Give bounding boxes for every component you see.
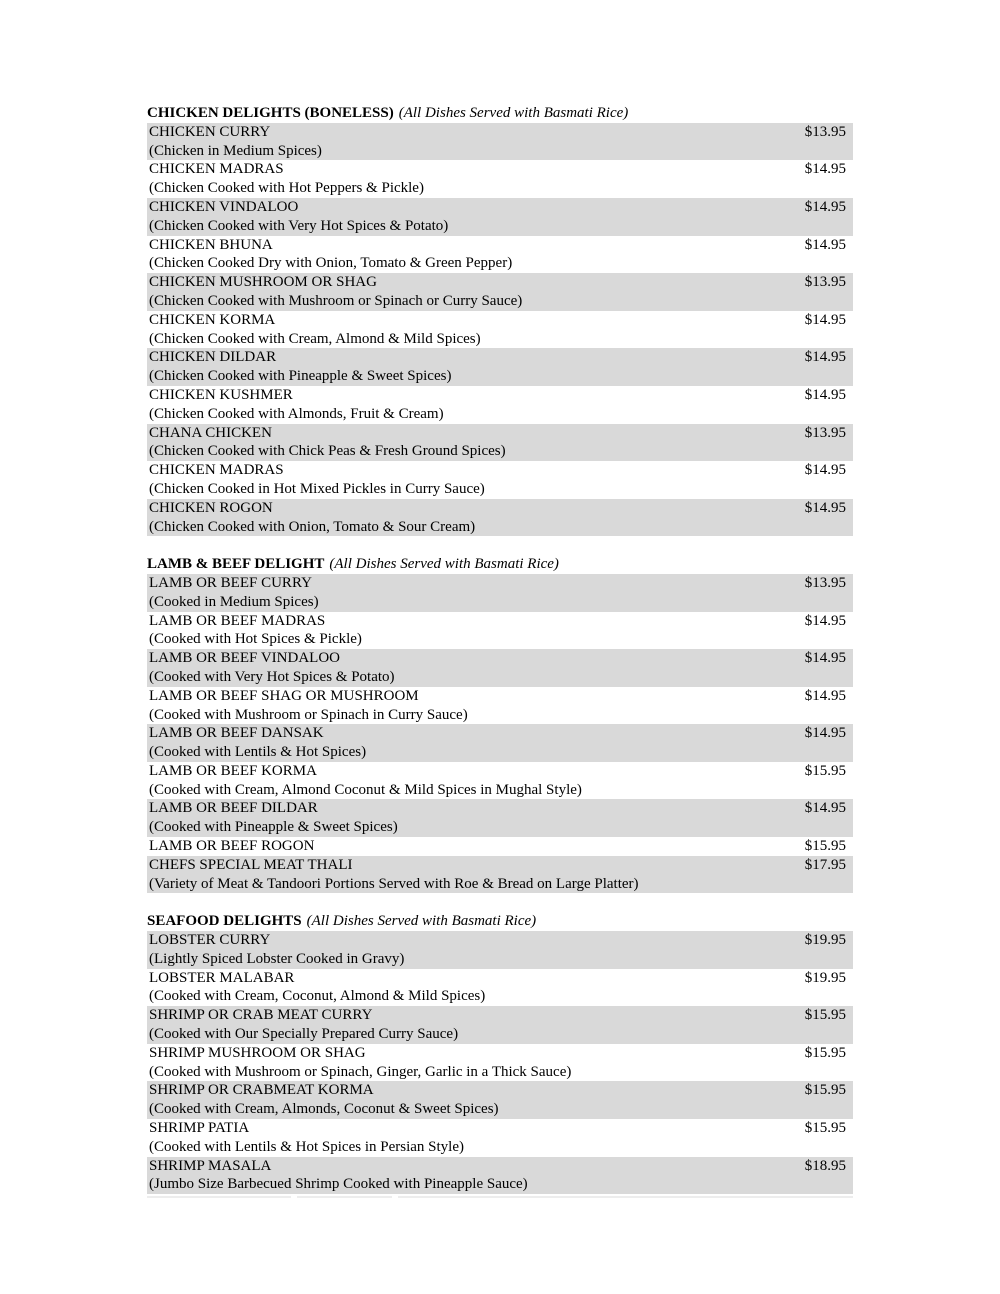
item-name: LAMB OR BEEF ROGON xyxy=(149,838,315,855)
item-description: (Chicken Cooked with Pineapple & Sweet Spices) xyxy=(149,368,452,385)
menu-sections xyxy=(147,104,853,1194)
item-description: (Chicken Cooked with Hot Peppers & Pickle) xyxy=(149,180,424,197)
item-name-price-line xyxy=(149,424,853,443)
item-name-price-line xyxy=(149,1081,853,1100)
item-name-price-line xyxy=(149,160,853,179)
item-name: SHRIMP OR CRABMEAT KORMA xyxy=(149,1082,374,1099)
item-name: CHICKEN CURRY xyxy=(149,123,271,140)
item-description: (Chicken Cooked Dry with Onion, Tomato & Green Pepper) xyxy=(149,255,513,272)
item-name-price-line xyxy=(149,236,853,255)
border-segment xyxy=(398,1196,853,1198)
item-price: $15.95 xyxy=(804,1082,846,1099)
item-name-price-line xyxy=(149,348,853,367)
item-description: (Cooked with Cream, Coconut, Almond & Mild Spices) xyxy=(149,988,486,1005)
item-price: $14.95 xyxy=(804,349,846,366)
item-name-price-line xyxy=(149,724,853,743)
item-name-price-line xyxy=(149,612,853,631)
menu-item-row xyxy=(147,724,853,762)
item-description: (Cooked with Lentils & Hot Spices in Persian Style) xyxy=(149,1138,464,1155)
item-name: CHICKEN BHUNA xyxy=(149,236,273,253)
menu-item-row xyxy=(147,1157,853,1195)
menu-item-row xyxy=(147,236,853,274)
menu-item-row xyxy=(147,123,853,161)
menu-page xyxy=(147,104,853,1198)
item-name: CHICKEN MADRAS xyxy=(149,161,284,178)
item-name-price-line xyxy=(149,649,853,668)
item-price: $15.95 xyxy=(804,1120,846,1137)
item-description: (Lightly Spiced Lobster Cooked in Gravy) xyxy=(149,950,405,967)
item-name-price-line xyxy=(149,461,853,480)
section-note: (All Dishes Served with Basmati Rice) xyxy=(329,556,559,573)
item-name: SHRIMP PATIA xyxy=(149,1120,250,1137)
item-price: $18.95 xyxy=(804,1157,846,1174)
menu-item-row xyxy=(147,931,853,969)
item-name: CHEFS SPECIAL MEAT THALI xyxy=(149,856,353,873)
item-description: (Chicken Cooked with Chick Peas & Fresh Ground Spices) xyxy=(149,443,506,460)
item-description: (Cooked with Mushroom or Spinach, Ginger, Garlic in a Thick Sauce) xyxy=(149,1063,572,1080)
item-name-price-line xyxy=(149,687,853,706)
item-description: (Chicken Cooked with Onion, Tomato & Sour Cream) xyxy=(149,518,476,535)
border-segment xyxy=(297,1196,392,1198)
item-description: (Cooked with Hot Spices & Pickle) xyxy=(149,631,362,648)
menu-item-row xyxy=(147,386,853,424)
item-price: $14.95 xyxy=(804,386,846,403)
section-header xyxy=(147,912,853,931)
item-description: (Cooked with Cream, Almonds, Coconut & Sweet Spices) xyxy=(149,1101,499,1118)
item-name: CHICKEN ROGON xyxy=(149,499,273,516)
item-name: LAMB OR BEEF CURRY xyxy=(149,574,312,591)
item-name: SHRIMP MASALA xyxy=(149,1157,272,1174)
menu-item-row xyxy=(147,348,853,386)
menu-item-row xyxy=(147,799,853,837)
item-name-price-line xyxy=(149,969,853,988)
item-name: LAMB OR BEEF SHAG OR MUSHROOM xyxy=(149,687,419,704)
menu-item-row xyxy=(147,1119,853,1157)
item-description: (Chicken Cooked with Mushroom or Spinach or Curry Sauce) xyxy=(149,292,523,309)
item-description: (Cooked with Very Hot Spices & Potato) xyxy=(149,668,395,685)
item-name: CHICKEN DILDAR xyxy=(149,349,277,366)
item-name: SHRIMP MUSHROOM OR SHAG xyxy=(149,1044,366,1061)
item-price: $14.95 xyxy=(804,462,846,479)
item-price: $15.95 xyxy=(804,838,846,855)
item-price: $14.95 xyxy=(804,499,846,516)
menu-item-row xyxy=(147,1044,853,1082)
item-name-price-line xyxy=(149,799,853,818)
item-description: (Cooked with Pineapple & Sweet Spices) xyxy=(149,819,398,836)
menu-item-row xyxy=(147,649,853,687)
menu-item-row xyxy=(147,461,853,499)
item-description: (Cooked with Mushroom or Spinach in Curry Sauce) xyxy=(149,706,468,723)
item-name-price-line xyxy=(149,856,853,875)
item-price: $19.95 xyxy=(804,969,846,986)
item-description: (Chicken in Medium Spices) xyxy=(149,142,322,159)
menu-item-row xyxy=(147,499,853,537)
item-name-price-line xyxy=(149,311,853,330)
section-title: SEAFOOD DELIGHTS xyxy=(147,913,302,930)
item-name-price-line xyxy=(149,574,853,593)
menu-item-row xyxy=(147,612,853,650)
item-name-price-line xyxy=(149,931,853,950)
menu-item-row xyxy=(147,160,853,198)
item-price: $14.95 xyxy=(804,687,846,704)
item-name: LAMB OR BEEF MADRAS xyxy=(149,612,326,629)
item-name: LAMB OR BEEF KORMA xyxy=(149,762,317,779)
item-price: $14.95 xyxy=(804,725,846,742)
item-price: $15.95 xyxy=(804,762,846,779)
item-description: (Chicken Cooked with Cream, Almond & Mild Spices) xyxy=(149,330,481,347)
menu-item-row xyxy=(147,1006,853,1044)
menu-item-row xyxy=(147,574,853,612)
item-name-price-line xyxy=(149,837,853,856)
item-name: LAMB OR BEEF DANSAK xyxy=(149,725,324,742)
item-price: $15.95 xyxy=(804,1007,846,1024)
item-description: (Chicken Cooked with Very Hot Spices & Potato) xyxy=(149,217,449,234)
border-segment xyxy=(147,1196,291,1198)
menu-item-row xyxy=(147,273,853,311)
item-price: $13.95 xyxy=(804,123,846,140)
item-price: $14.95 xyxy=(804,311,846,328)
item-name: LOBSTER MALABAR xyxy=(149,969,295,986)
menu-item-row xyxy=(147,424,853,462)
item-name: LOBSTER CURRY xyxy=(149,932,271,949)
item-price: $13.95 xyxy=(804,574,846,591)
item-name-price-line xyxy=(149,198,853,217)
item-description: (Chicken Cooked with Almonds, Fruit & Cream) xyxy=(149,405,444,422)
menu-item-row xyxy=(147,762,853,800)
menu-item-row xyxy=(147,687,853,725)
section-header xyxy=(147,555,853,574)
item-name-price-line xyxy=(149,762,853,781)
item-name-price-line xyxy=(149,1006,853,1025)
item-name: SHRIMP OR CRAB MEAT CURRY xyxy=(149,1007,373,1024)
section-title: CHICKEN DELIGHTS (BONELESS) xyxy=(147,105,394,121)
section-note: (All Dishes Served with Basmati Rice) xyxy=(306,913,537,930)
item-price: $19.95 xyxy=(804,932,846,949)
item-price: $15.95 xyxy=(804,1044,846,1061)
item-name: CHICKEN VINDALOO xyxy=(149,198,299,215)
item-name: CHICKEN KUSHMER xyxy=(149,386,293,403)
section-note: (All Dishes Served with Basmati Rice) xyxy=(398,105,629,121)
item-name: LAMB OR BEEF DILDAR xyxy=(149,800,318,817)
menu-item-row xyxy=(147,311,853,349)
item-name-price-line xyxy=(149,1119,853,1138)
menu-section xyxy=(147,555,853,893)
section-title: LAMB & BEEF DELIGHT xyxy=(147,556,325,573)
item-name: CHICKEN MUSHROOM OR SHAG xyxy=(149,274,377,291)
item-price: $14.95 xyxy=(804,161,846,178)
menu-section xyxy=(147,104,853,536)
item-description: (Variety of Meat & Tandoori Portions Served with Roe & Bread on Large Platter) xyxy=(149,875,639,892)
item-price: $14.95 xyxy=(804,612,846,629)
menu-section xyxy=(147,912,853,1194)
item-description: (Cooked in Medium Spices) xyxy=(149,593,319,610)
item-name-price-line xyxy=(149,386,853,405)
section-header xyxy=(147,104,853,123)
item-name-price-line xyxy=(149,1157,853,1176)
item-price: $14.95 xyxy=(804,800,846,817)
item-description: (Cooked with Cream, Almond Coconut & Mild Spices in Mughal Style) xyxy=(149,781,582,798)
menu-item-row xyxy=(147,1081,853,1119)
item-price: $13.95 xyxy=(804,274,846,291)
item-name: CHICKEN MADRAS xyxy=(149,462,284,479)
item-name: CHICKEN KORMA xyxy=(149,311,276,328)
table-bottom-border xyxy=(147,1196,853,1198)
item-price: $13.95 xyxy=(804,424,846,441)
menu-item-row xyxy=(147,198,853,236)
item-price: $17.95 xyxy=(804,856,846,873)
item-description: (Cooked with Our Specially Prepared Curry Sauce) xyxy=(149,1026,459,1043)
item-price: $14.95 xyxy=(804,236,846,253)
item-name-price-line xyxy=(149,499,853,518)
item-name-price-line xyxy=(149,273,853,292)
item-description: (Cooked with Lentils & Hot Spices) xyxy=(149,744,367,761)
menu-item-row xyxy=(147,837,853,856)
menu-item-row xyxy=(147,969,853,1007)
item-name: CHANA CHICKEN xyxy=(149,424,272,441)
menu-item-row xyxy=(147,856,853,894)
item-name: LAMB OR BEEF VINDALOO xyxy=(149,650,340,667)
item-price: $14.95 xyxy=(804,198,846,215)
item-description: (Chicken Cooked in Hot Mixed Pickles in Curry Sauce) xyxy=(149,480,485,497)
item-price: $14.95 xyxy=(804,650,846,667)
item-name-price-line xyxy=(149,1044,853,1063)
item-description: (Jumbo Size Barbecued Shrimp Cooked with Pineapple Sauce) xyxy=(149,1176,528,1193)
item-name-price-line xyxy=(149,123,853,142)
